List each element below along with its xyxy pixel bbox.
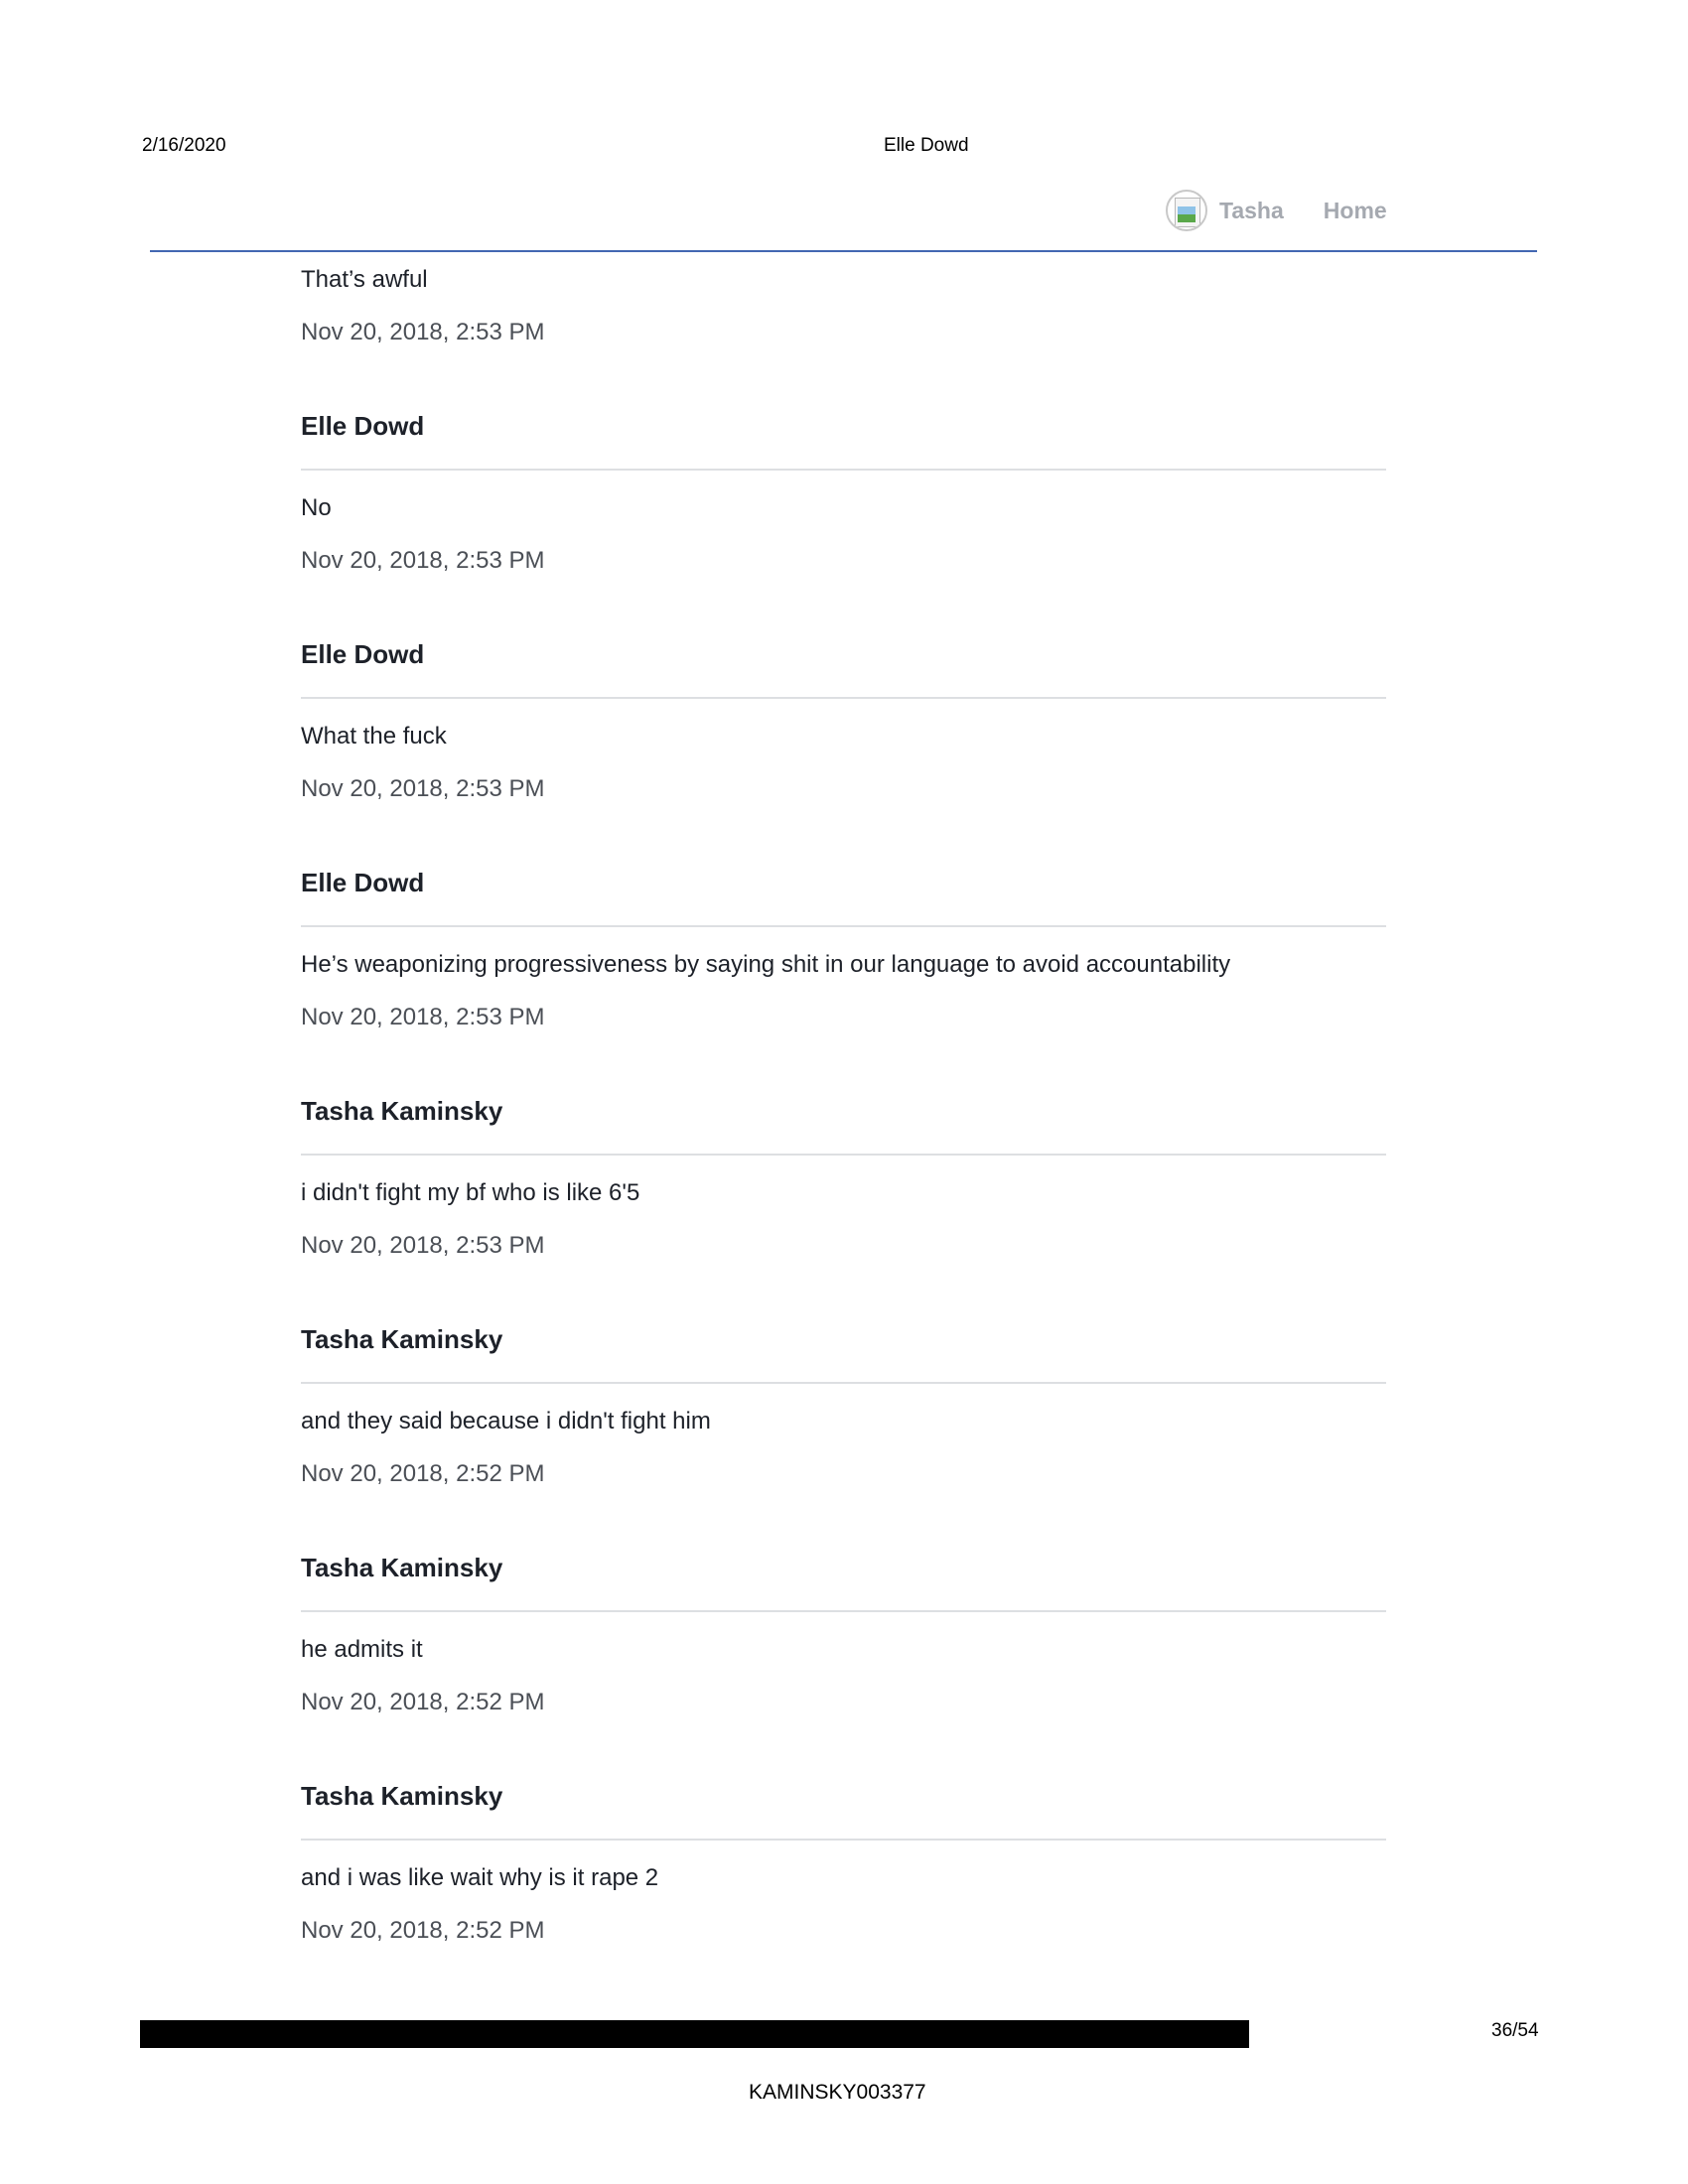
message-text: No	[301, 494, 332, 521]
sender-divider	[301, 925, 1386, 927]
sender-divider	[301, 697, 1386, 699]
sender-divider	[301, 1610, 1386, 1612]
message-timestamp: Nov 20, 2018, 2:52 PM	[301, 1689, 545, 1715]
print-date: 2/16/2020	[142, 135, 226, 156]
message-item	[301, 1778, 1386, 1949]
message-timestamp: Nov 20, 2018, 2:53 PM	[301, 547, 545, 574]
message-item	[301, 408, 1386, 579]
nav-user-link[interactable]: Tasha	[1219, 197, 1284, 223]
message-text: he admits it	[301, 1636, 423, 1663]
message-item	[301, 1321, 1386, 1492]
page-number: 36/54	[1491, 2020, 1539, 2041]
message-timestamp: Nov 20, 2018, 2:52 PM	[301, 1917, 545, 1944]
message-sender: Elle Dowd	[301, 411, 425, 441]
nav-home-link[interactable]: Home	[1323, 197, 1387, 223]
message-text: That’s awful	[301, 266, 428, 293]
message-timestamp: Nov 20, 2018, 2:53 PM	[301, 1004, 545, 1030]
message-sender: Tasha Kaminsky	[301, 1553, 503, 1582]
message-thread	[301, 262, 1386, 1949]
message-sender: Elle Dowd	[301, 639, 425, 669]
message-timestamp: Nov 20, 2018, 2:52 PM	[301, 1460, 545, 1487]
sender-divider	[301, 1839, 1386, 1841]
message-sender: Elle Dowd	[301, 868, 425, 897]
sender-divider	[301, 1382, 1386, 1384]
message-timestamp: Nov 20, 2018, 2:53 PM	[301, 1232, 545, 1259]
message-item	[301, 636, 1386, 807]
message-item	[301, 1550, 1386, 1720]
broken-image-icon[interactable]	[1166, 190, 1207, 231]
message-text: and i was like wait why is it rape 2	[301, 1864, 659, 1891]
sender-divider	[301, 1154, 1386, 1156]
sender-divider	[301, 469, 1386, 471]
message-sender: Tasha Kaminsky	[301, 1096, 503, 1126]
redaction-bar	[140, 2020, 1249, 2048]
message-timestamp: Nov 20, 2018, 2:53 PM	[301, 775, 545, 802]
message-item	[301, 1093, 1386, 1264]
print-title: Elle Dowd	[884, 135, 969, 156]
message-timestamp: Nov 20, 2018, 2:53 PM	[301, 319, 545, 345]
message-text: What the fuck	[301, 723, 447, 750]
message-text: He’s weaponizing progressiveness by saying shit in our language to avoid accountability	[301, 951, 1231, 978]
message-sender: Tasha Kaminsky	[301, 1324, 503, 1354]
header-divider	[150, 250, 1537, 252]
message-sender: Tasha Kaminsky	[301, 1781, 503, 1811]
message-text: i didn't fight my bf who is like 6'5	[301, 1179, 640, 1206]
top-nav	[1166, 188, 1387, 233]
message-item	[301, 865, 1386, 1035]
message-text: and they said because i didn't fight him	[301, 1408, 711, 1434]
bates-number: KAMINSKY003377	[749, 2081, 926, 2104]
